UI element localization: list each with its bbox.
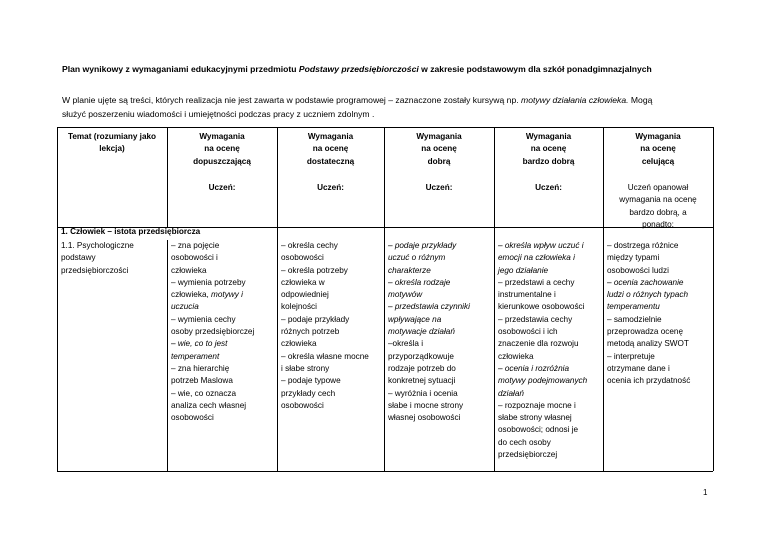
intro-text-end: Mogą — [628, 95, 653, 105]
header-celujaca — [603, 131, 713, 168]
uczen-label: Uczeń: — [425, 183, 453, 192]
requirement-line: człowieka w — [281, 277, 325, 287]
requirement-line: metodą analizy SWOT — [607, 339, 689, 349]
table-border — [713, 127, 714, 471]
header-line: na ocenę — [421, 144, 457, 154]
requirement-line: ludzi o różnych typach — [607, 290, 689, 300]
requirement-line: odpowiedniej — [281, 290, 329, 300]
requirement-line: – wie, co oznacza — [171, 388, 237, 398]
note-line: bardzo dobrą, a — [629, 207, 687, 217]
requirement-line: – określa własne mocne — [281, 351, 369, 361]
header-line: Wymagania — [307, 132, 354, 141]
title-subject: Podstawy przedsiębiorczości — [298, 64, 419, 74]
requirement-line: kolejności — [281, 302, 317, 312]
requirement-line: człowieka — [281, 339, 317, 349]
requirement-line: – podaje przykłady — [388, 241, 457, 250]
requirement-line: – określa potrzeby — [281, 265, 348, 275]
requirement-line: jego działanie — [498, 265, 549, 275]
requirement-line: osobowości — [281, 253, 324, 263]
requirement-line: temperamentu — [607, 302, 660, 312]
header-line: bardzo dobrą — [522, 156, 575, 166]
celujaca-note — [603, 182, 713, 231]
section-title: 1. Człowiek – istota przedsiębiorcza — [61, 227, 201, 236]
table-border — [57, 471, 713, 472]
topic-cell — [61, 240, 165, 277]
requirement-line: – przedstawi a cechy — [498, 277, 575, 287]
requirement-line: motywów — [388, 290, 423, 300]
requirement-line: motywacje działań — [388, 327, 455, 337]
requirement-line: przedsiębiorczej — [498, 450, 558, 460]
requirement-line: osobowości i — [171, 253, 218, 263]
header-line: na ocenę — [312, 144, 349, 154]
requirement-line: człowieka — [498, 351, 534, 361]
uczen-label: Uczeń: — [317, 183, 344, 192]
requirement-line: osobowości — [171, 413, 214, 423]
requirement-line: – wie, co to jest — [171, 339, 228, 349]
intro-example: motywy działania człowieka. — [521, 95, 629, 105]
requirement-line: temperament — [171, 351, 220, 361]
requirement-line: potrzeb Maslowa — [171, 376, 233, 386]
requirement-line: – określa cechy — [281, 241, 338, 250]
uczen-label: Uczeń: — [208, 183, 236, 192]
requirement-line: – zna hierarchię — [171, 363, 230, 373]
requirement-line: instrumentalne i — [498, 290, 556, 300]
topic-line: przedsiębiorczości — [61, 265, 129, 275]
requirement-line: – zna pojęcie — [171, 241, 220, 250]
requirement-line: osobowości — [281, 400, 324, 410]
note-line: wymagania na ocenę — [619, 195, 697, 205]
header-line: Wymagania — [525, 132, 572, 141]
requirement-line: analiza cech własnej — [171, 400, 247, 410]
requirements-table — [57, 127, 713, 471]
requirement-line: kierunkowe osobowości — [498, 302, 585, 312]
requirement-line: przyporządkowuje — [388, 351, 454, 361]
requirement-line: – podaje typowe — [281, 376, 341, 386]
header-line: Wymagania — [416, 132, 462, 141]
requirement-line: – ocenia i rozróżnia — [498, 363, 569, 373]
requirement-line: działań — [498, 388, 524, 398]
requirement-text-italic: motywy i — [211, 290, 243, 300]
requirement-line: – wymienia potrzeby — [171, 277, 246, 287]
note-line: ponadto: — [642, 219, 674, 229]
table-border — [57, 127, 713, 128]
requirement-line: – rozpoznaje mocne i — [498, 400, 576, 410]
column-divider — [494, 127, 495, 471]
header-line: na ocenę — [640, 144, 676, 154]
requirement-text: człowieka, — [171, 290, 212, 300]
requirement-line: – wymienia cechy — [171, 314, 236, 324]
intro-line-2: służyć poszerzeniu wiadomości i umiejętności podczas pracy z uczniem zdolnym . — [62, 109, 375, 119]
header-line: dobrą — [427, 156, 451, 166]
column-divider — [167, 240, 168, 471]
requirement-line: między typami — [607, 253, 660, 263]
requirement-line: – interpretuje — [607, 351, 655, 361]
header-dopuszczajaca — [167, 131, 277, 168]
cell-celujaca — [607, 240, 712, 388]
requirement-line: –określa i — [388, 339, 424, 349]
requirement-line: osobowości i ich — [498, 327, 558, 337]
intro-text: W planie ujęte są treści, których realizacja nie jest zawarta w podstawie programowej – zaznaczone zostały kursywą np. — [62, 95, 522, 105]
requirement-line: – samodzielnie — [607, 314, 662, 324]
requirement-line: wpływające na — [388, 314, 442, 324]
requirement-line: uczucia — [171, 302, 199, 312]
requirement-line: – określa rodzaje — [388, 277, 451, 287]
note-line: Uczeń opanował — [627, 183, 689, 192]
table-border — [57, 127, 58, 471]
header-line: Wymagania — [199, 132, 245, 141]
requirement-line: własnej osobowości — [388, 413, 461, 423]
header-line: lekcja) — [99, 144, 125, 154]
document-title — [62, 64, 722, 74]
uczen-label: Uczeń: — [535, 183, 562, 192]
requirement-line: konkretnej sytuacji — [388, 376, 456, 386]
header-dostateczna — [277, 131, 384, 168]
header-line: celującą — [641, 156, 675, 166]
header-line: dostateczną — [306, 156, 355, 166]
requirement-line: – dostrzega różnice — [607, 241, 679, 250]
topic-line: podstawy — [61, 253, 96, 263]
requirement-line: – wyróżnia i ocenia — [388, 388, 458, 398]
cell-dobra — [388, 240, 493, 424]
requirement-line: – przedstawia cechy — [498, 314, 573, 324]
requirement-line: – ocenia zachowanie — [607, 277, 684, 287]
header-line: na ocenę — [530, 144, 567, 154]
requirement-line: charakterze — [388, 265, 431, 275]
requirement-line: słabe i mocne strony — [388, 400, 464, 410]
topic-line: 1.1. Psychologiczne — [61, 241, 134, 250]
requirement-line: osoby przedsiębiorczej — [171, 327, 255, 337]
header-dobra — [384, 131, 494, 168]
requirement-line: słabe strony własnej — [498, 413, 572, 423]
header-line: dopuszczającą — [193, 156, 251, 166]
intro-paragraph — [62, 93, 722, 121]
column-divider — [384, 127, 385, 471]
requirement-line — [171, 289, 276, 301]
requirement-line: przykłady cech — [281, 388, 336, 398]
intro-line-1 — [62, 93, 722, 107]
requirement-line: osobowości ludzi — [607, 265, 669, 275]
requirement-line: ocenia ich przydatność — [607, 376, 691, 386]
requirement-line: do cech osoby — [498, 437, 551, 447]
requirement-line: człowieka — [171, 265, 207, 275]
requirement-line: uczuć o różnym — [388, 253, 446, 263]
requirement-line: – podaje przykłady — [281, 314, 350, 324]
column-divider — [277, 127, 278, 471]
requirement-line: osobowości; odnosi je — [498, 425, 579, 435]
requirement-line: różnych potrzeb — [281, 327, 340, 337]
column-divider — [603, 127, 604, 471]
header-line: Wymagania — [635, 132, 681, 141]
requirement-line: i słabe strony — [281, 363, 330, 373]
requirement-line: znaczenie dla rozwoju — [498, 339, 579, 349]
requirement-line: przeprowadza ocenę — [607, 327, 684, 337]
requirement-line: – przedstawia czynniki — [388, 302, 470, 312]
cell-dopuszczajaca — [171, 240, 276, 424]
cell-dostateczna — [281, 240, 383, 412]
cell-bardzo-dobra — [498, 240, 602, 461]
header-line: na ocenę — [204, 144, 240, 154]
header-topic — [57, 131, 167, 156]
page-number: 1 — [703, 488, 708, 497]
title-text-end: w zakresie podstawowym dla szkół ponadgimnazjalnych — [418, 64, 652, 74]
requirement-line: emocji na człowieka i — [498, 253, 575, 263]
requirement-line: motywy podejmowanych — [498, 376, 588, 386]
requirement-line: rodzaje potrzeb do — [388, 363, 456, 373]
header-bardzo-dobra — [494, 131, 603, 168]
requirement-line: – określa wpływ uczuć i — [498, 241, 584, 250]
header-line: Temat (rozumiany jako — [67, 132, 157, 141]
requirement-line: otrzymane dane i — [607, 363, 670, 373]
title-text: Plan wynikowy z wymaganiami edukacyjnymi przedmiotu — [62, 64, 299, 74]
